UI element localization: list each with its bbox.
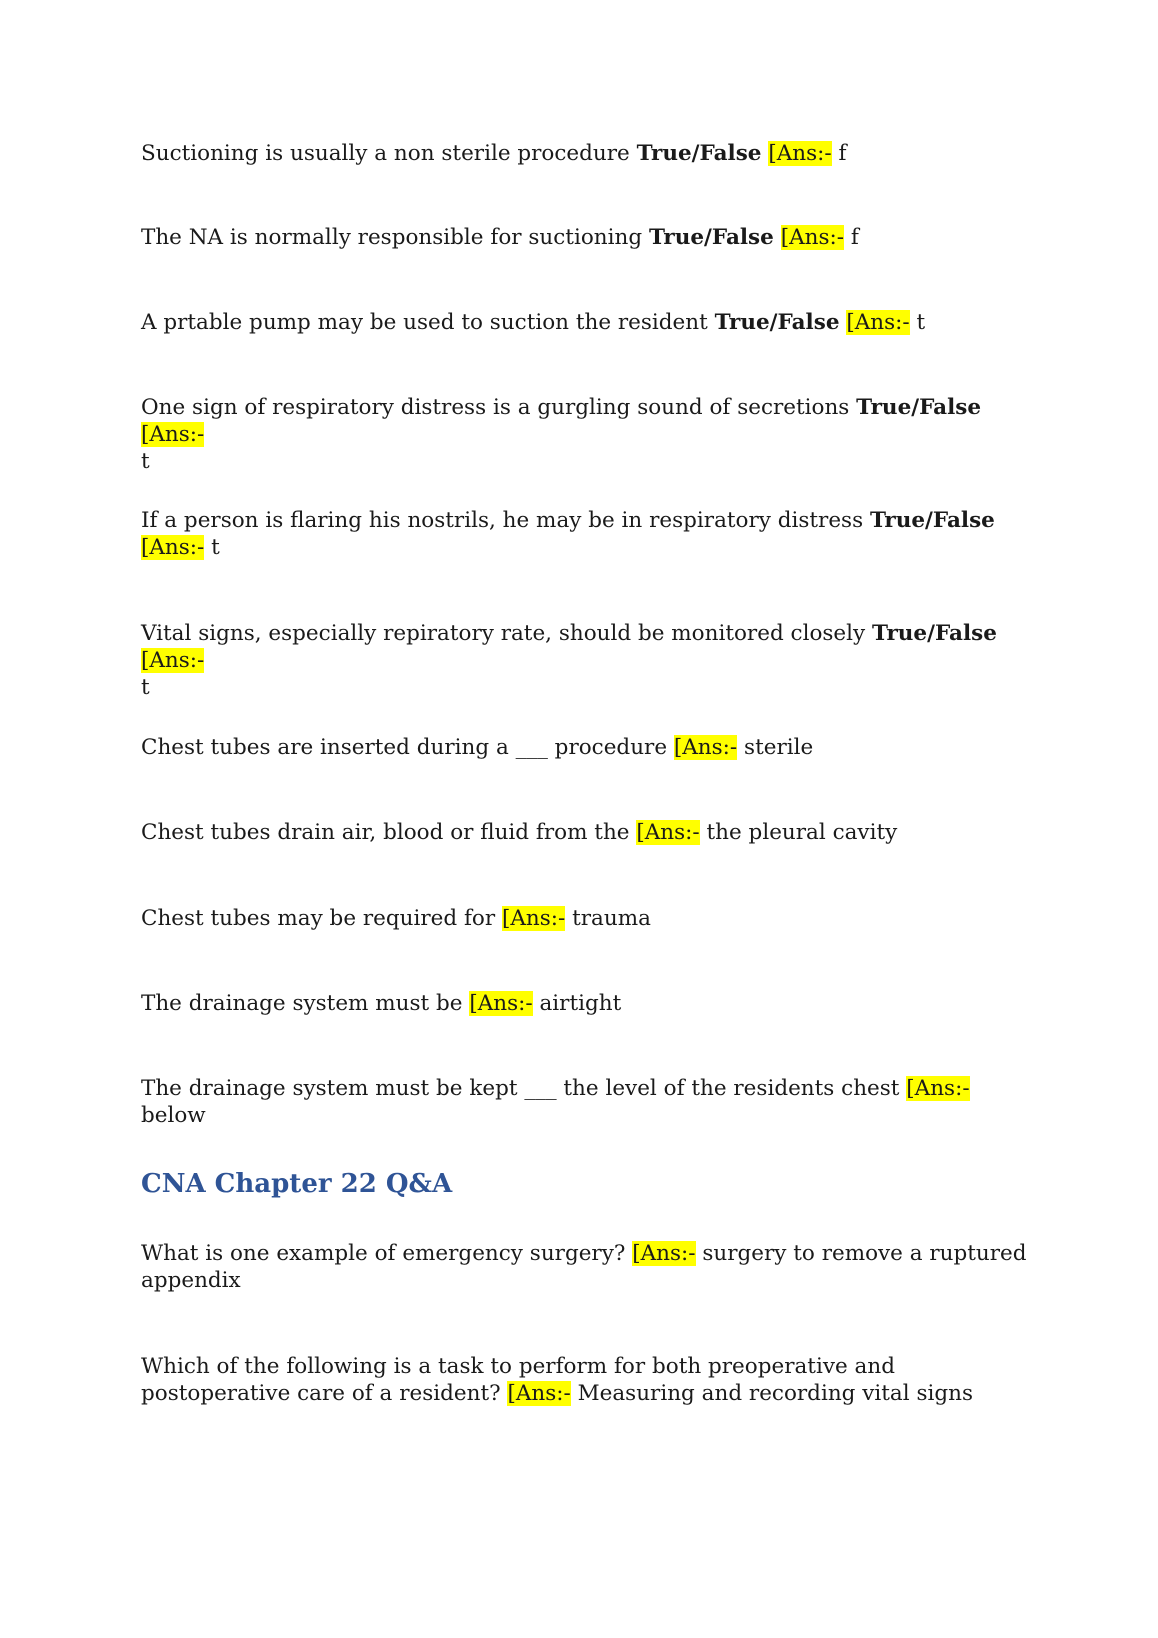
answer-text: surgery to remove a ruptured appendix [141,1241,1027,1293]
true-false-label: True/False [636,141,762,166]
true-false-label: True/False [648,225,774,250]
qa-item [141,990,1031,1017]
answer-marker: [Ans:- [501,906,566,931]
question-text: One sign of respiratory distress is a gurgling sound of secretions [141,395,857,420]
answer-text: Measuring and recording vital signs [577,1381,974,1406]
question-text: If a person is flaring his nostrils, he may be in respiratory distress [141,508,870,533]
answer-text: trauma [572,906,651,931]
true-false-label: True/False [872,621,997,646]
question-text: The drainage system must be kept ___ the level of the residents chest [141,1076,907,1101]
answer-text: airtight [539,991,622,1016]
qa-item [141,819,1031,846]
true-false-label: True/False [856,395,982,420]
answer-text: sterile [744,735,814,760]
question-text: Suctioning is usually a non sterile procedure [141,141,637,166]
question-text: Which of the following is a task to perform for both preoperative and postoperative care of a resident? [141,1354,895,1406]
answer-marker: [Ans:- [469,991,533,1016]
question-text: A prtable pump may be used to suction the resident [141,310,715,335]
answer-text: below [141,1103,206,1128]
qa-item [141,507,1031,561]
question-text: The drainage system must be [141,991,470,1016]
qa-item [141,1353,1031,1407]
answer-text: t [141,449,150,474]
answer-text: t [141,675,150,700]
qa-item [141,1240,1031,1294]
answer-marker: [Ans:- [632,1241,696,1266]
qa-item [141,140,1031,167]
answer-marker: [Ans:- [780,225,844,250]
answer-marker: [Ans:- [673,735,738,760]
answer-marker: [Ans:- [768,141,832,166]
question-text: Vital signs, especially repiratory rate, should be monitored closely [141,621,873,646]
question-text: Chest tubes drain air, blood or fluid from the [141,820,637,845]
question-text: The NA is normally responsible for suctioning [141,225,649,250]
answer-marker: [Ans:- [636,820,700,845]
qa-item [141,1075,1031,1129]
question-text: Chest tubes are inserted during a ___ procedure [141,735,674,760]
question-text: What is one example of emergency surgery? [141,1241,633,1266]
answer-marker: [Ans:- [141,648,205,673]
answer-text: f [850,225,859,250]
answer-text: t [916,310,926,335]
answer-marker: [Ans:- [846,310,910,335]
question-text: Chest tubes may be required for [141,906,502,931]
qa-item [141,620,1031,701]
qa-item [141,224,1031,251]
answer-marker: [Ans:- [141,535,205,560]
answer-marker: [Ans:- [906,1076,970,1101]
qa-item [141,734,1031,761]
qa-item [141,394,1031,475]
answer-text: the pleural cavity [706,820,898,845]
answer-marker: [Ans:- [507,1381,571,1406]
qa-item [141,905,1031,932]
section-heading: CNA Chapter 22 Q&A [141,1169,453,1199]
qa-item [141,309,1031,336]
answer-marker: [Ans:- [141,422,205,447]
true-false-label: True/False [714,310,840,335]
answer-text: f [838,141,847,166]
answer-text: t [211,535,220,560]
true-false-label: True/False [869,508,995,533]
